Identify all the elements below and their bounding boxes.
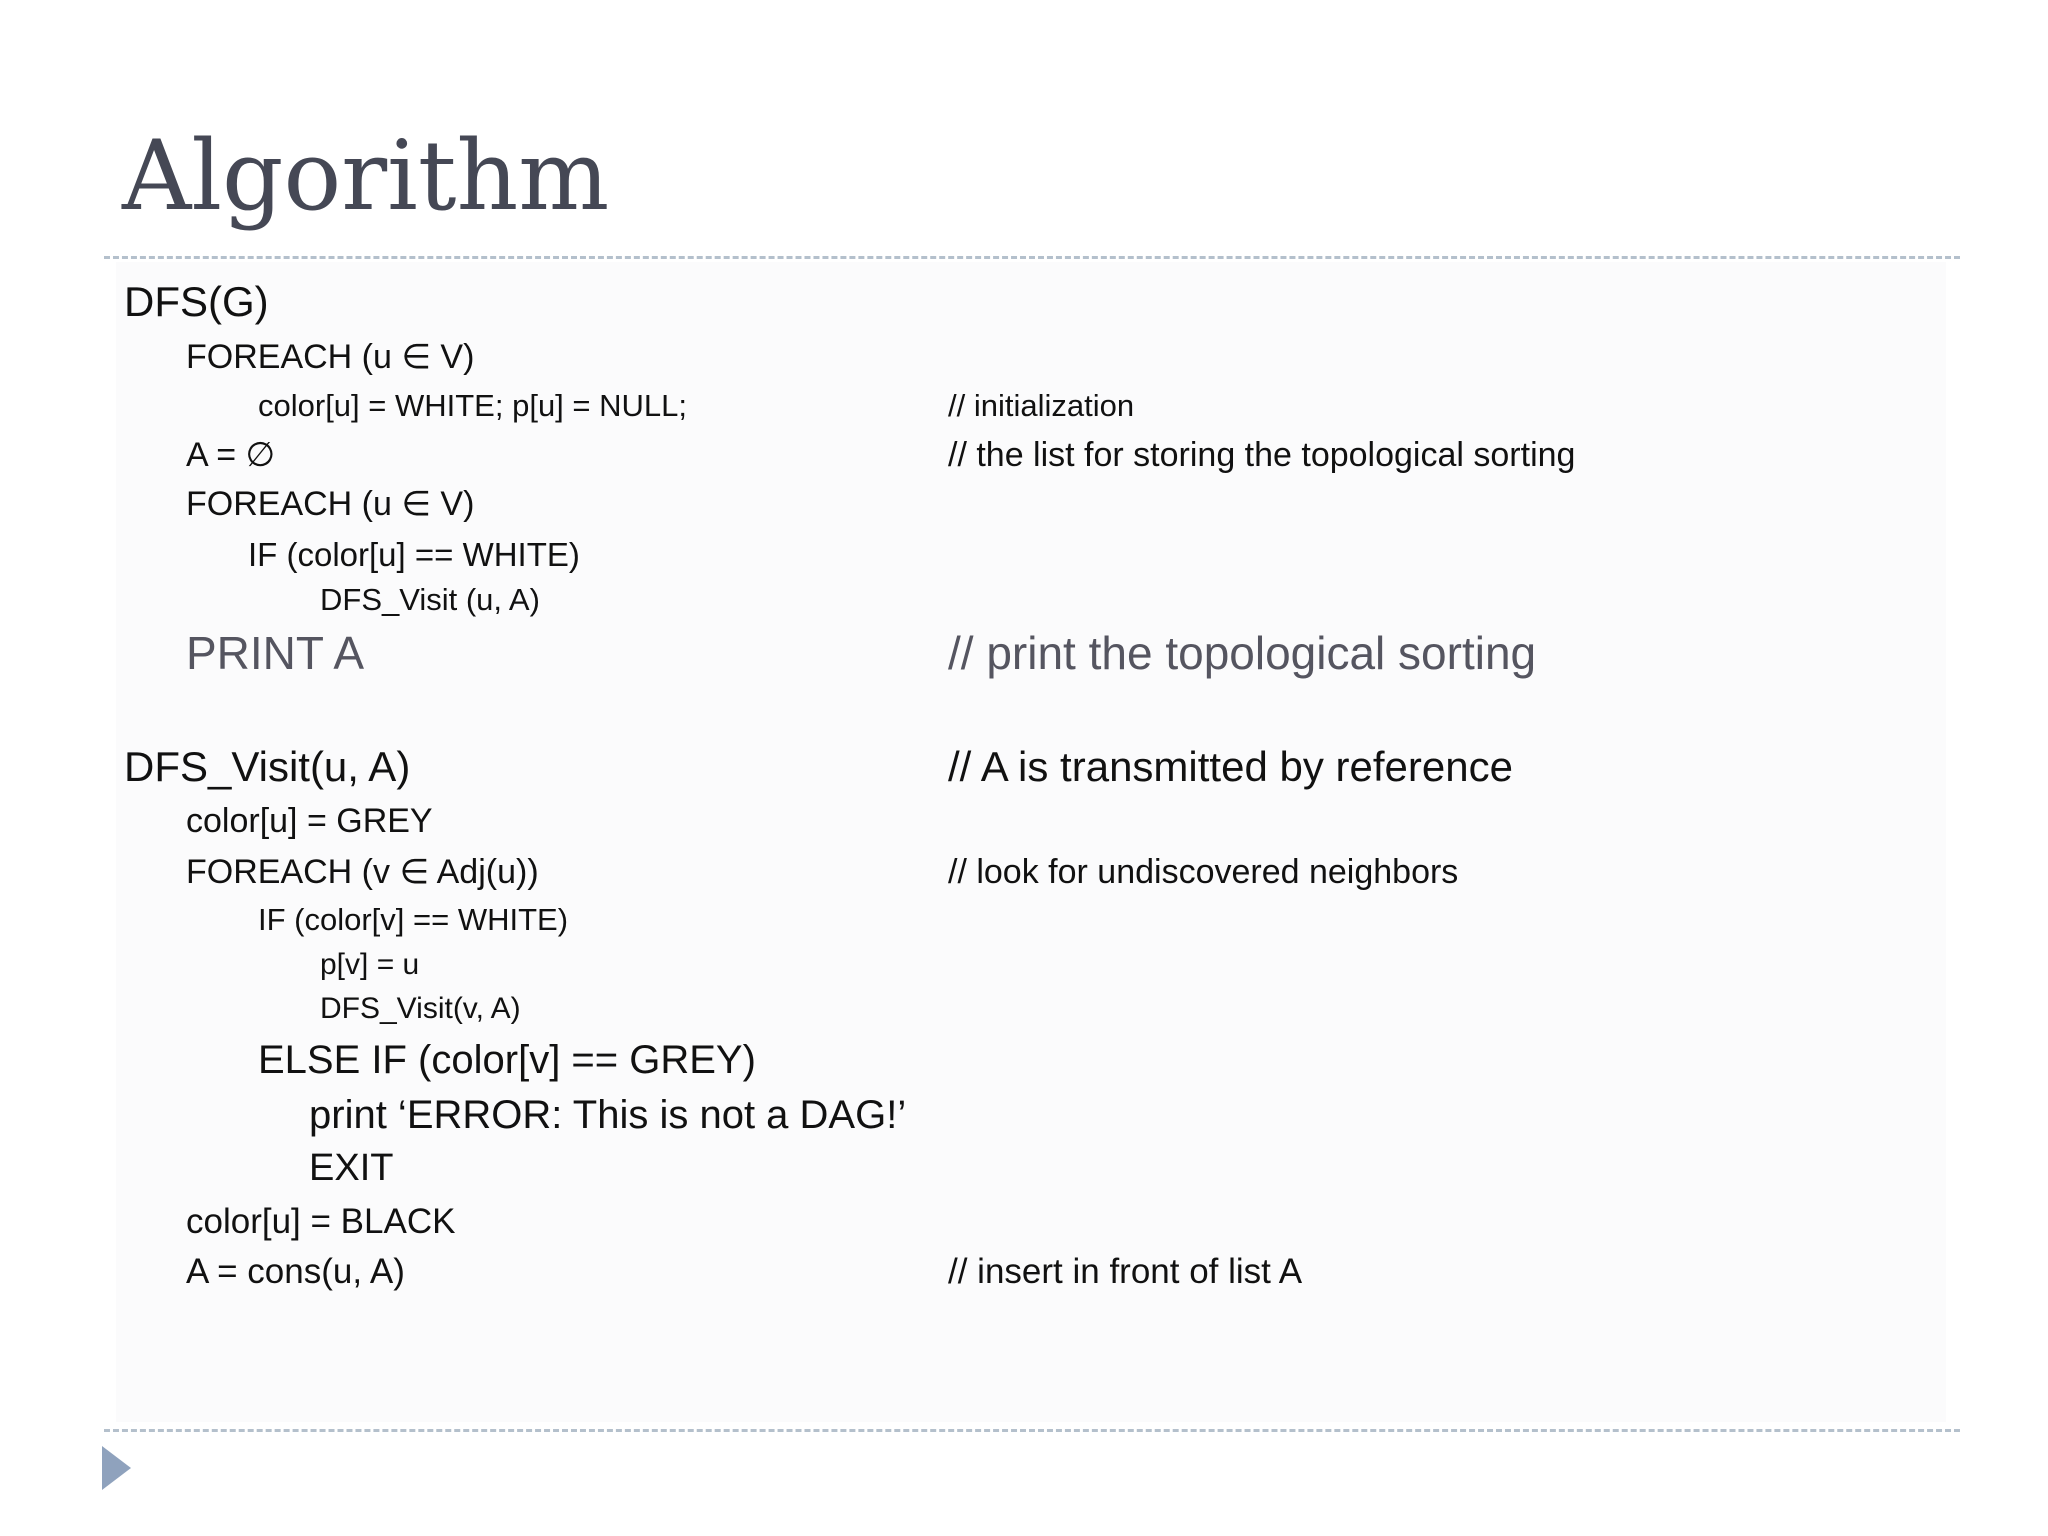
dfs-header: DFS(G) <box>124 278 269 325</box>
top-divider <box>104 256 1960 259</box>
dfs-init-comment: // initialization <box>948 388 1135 423</box>
visit-recurse: DFS_Visit(v, A) <box>320 992 521 1025</box>
visit-cons-comment: // insert in front of list A <box>948 1252 1303 1291</box>
visit-header: DFS_Visit(u, A) <box>124 743 411 790</box>
dfs-a-empty-line: A = ∅ <box>186 436 276 474</box>
visit-foreach-adj: FOREACH (v ∈ Adj(u)) <box>186 853 539 891</box>
visit-print-error: print ‘ERROR: This is not a DAG!’ <box>309 1093 907 1137</box>
visit-header-comment: // A is transmitted by reference <box>948 743 1513 790</box>
bottom-divider <box>104 1429 1960 1432</box>
visit-exit: EXIT <box>309 1147 394 1189</box>
dfs-foreach-main: FOREACH (u ∈ V) <box>186 485 475 523</box>
visit-else-if-grey: ELSE IF (color[v] == GREY) <box>258 1038 756 1082</box>
visit-cons-line: A = cons(u, A) <box>186 1252 405 1291</box>
dfs-init-line: color[u] = WHITE; p[u] = NULL; <box>258 388 687 423</box>
dfs-if-white: IF (color[u] == WHITE) <box>248 536 580 573</box>
visit-set-parent: p[v] = u <box>320 948 420 981</box>
dfs-foreach-init: FOREACH (u ∈ V) <box>186 338 475 376</box>
dfs-a-comment: // the list for storing the topological sorting <box>948 436 1576 474</box>
dfs-visit-call: DFS_Visit (u, A) <box>320 582 540 617</box>
triangle-bullet-icon <box>102 1446 131 1490</box>
slide-title: Algorithm <box>122 120 610 232</box>
dfs-print-a: PRINT A <box>186 627 365 679</box>
visit-if-white: IF (color[v] == WHITE) <box>258 902 569 937</box>
visit-black-line: color[u] = BLACK <box>186 1202 456 1241</box>
visit-grey-line: color[u] = GREY <box>186 802 433 840</box>
visit-foreach-comment: // look for undiscovered neighbors <box>948 853 1459 891</box>
dfs-print-comment: // print the topological sorting <box>948 627 1537 679</box>
